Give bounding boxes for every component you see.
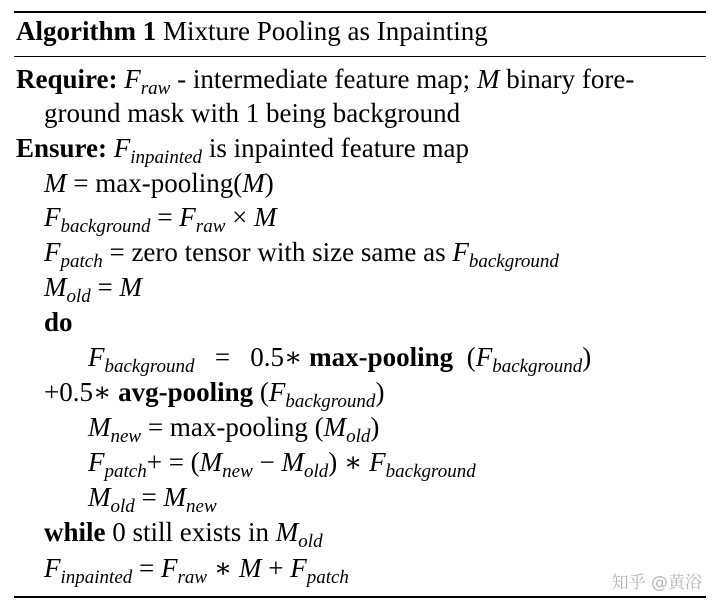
require-keyword: Require: xyxy=(16,64,118,94)
step-patch-update: $F_{patch}+ = (M_{new} - M_{old})$ ∗ $F_{background}$ xyxy=(88,447,476,482)
require-desc-2: binary fore- xyxy=(499,64,635,94)
caption-rule xyxy=(14,56,706,57)
while-keyword: while xyxy=(44,517,106,547)
step-patch-init: $F_{patch}$ = zero tensor with size same as $F_{background}$ xyxy=(44,237,559,272)
step-final: $F_{inpainted} = F_{raw}$ ∗ $M + F_{patch}$ xyxy=(44,553,349,588)
algorithm-label: Algorithm 1 xyxy=(16,16,157,46)
step-mold-update: $M_{old} = M_{new}$ xyxy=(88,482,217,517)
bottom-rule xyxy=(14,596,706,598)
require-line-2: ground mask with 1 being background xyxy=(44,98,461,128)
top-rule xyxy=(14,11,706,13)
ensure-keyword: Ensure: xyxy=(16,133,108,163)
ensure-line: Ensure: $F_{inpainted}$ is inpainted feature map xyxy=(16,133,469,168)
step-mixture-1: $F_{background}$ = 0.5∗ max-pooling $(F_{background})$ xyxy=(88,342,592,377)
step-background: $F_{background} = F_{raw} \times M$ xyxy=(44,202,277,237)
step-mixture-2: +0.5∗ avg-pooling $(F_{background})$ xyxy=(44,377,385,412)
do-keyword: do xyxy=(44,307,73,337)
while-line: while 0 still exists in $M_{old}$ xyxy=(44,517,323,552)
algorithm-caption xyxy=(16,14,488,48)
step-mold-init: $M_{old} = M$ xyxy=(44,272,143,307)
step-mask-pooling: M = max-pooling(M) xyxy=(44,168,274,198)
require-desc-1: - intermediate feature map; xyxy=(170,64,477,94)
step-mnew: $M_{new}$ = max-pooling $(M_{old})$ xyxy=(88,412,380,447)
require-line-1: Require: $F_{raw}$ - intermediate feature map; M binary fore- xyxy=(16,64,635,99)
algorithm-title: Mixture Pooling as Inpainting xyxy=(162,16,488,46)
watermark: 知乎 @黄浴 xyxy=(611,573,702,593)
